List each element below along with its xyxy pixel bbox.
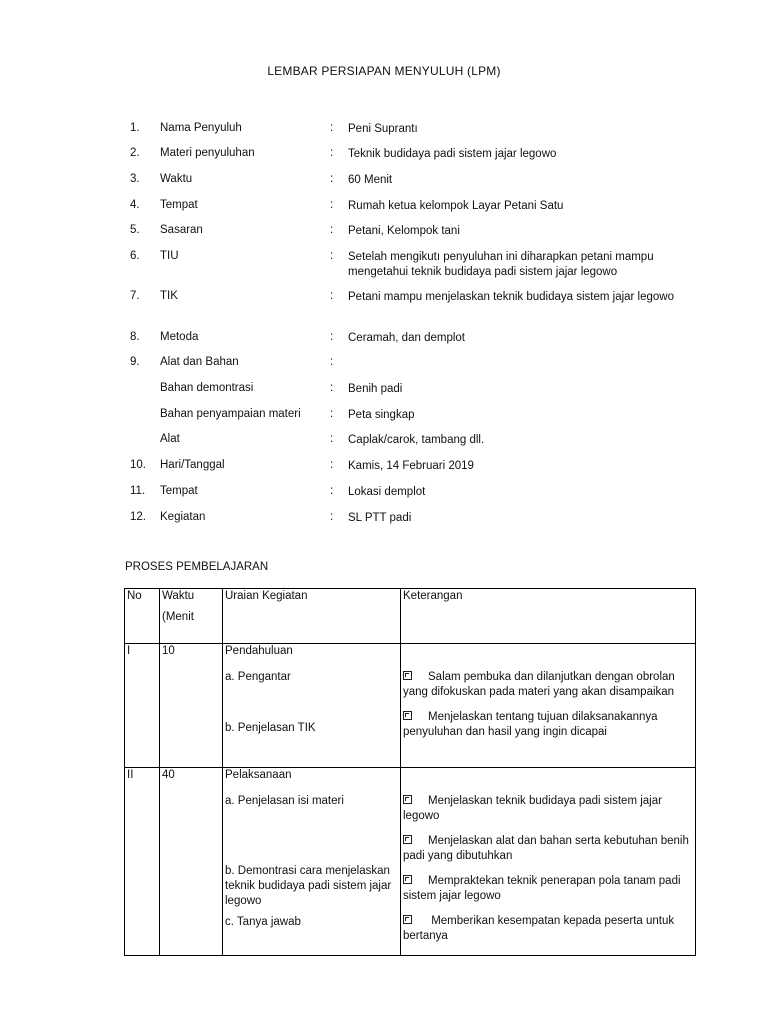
info-label: Bahan penyampaian materi xyxy=(160,408,301,420)
info-number: 5. xyxy=(130,224,140,236)
info-value: Petani mampu menjelaskan teknik budidaya sistem jajar legowo xyxy=(348,291,675,303)
info-number: 3. xyxy=(130,173,140,185)
note-item xyxy=(403,710,695,740)
info-label: Metoda xyxy=(160,331,199,343)
info-label: Materi penyuluhan xyxy=(160,147,255,159)
info-number: 4. xyxy=(130,199,140,211)
page-title: LEMBAR PERSIAPAN MENYULUH (LPM) xyxy=(267,64,501,78)
info-label: Alat xyxy=(160,433,180,445)
info-label: Alat dan Bahan xyxy=(160,356,239,368)
info-label: Kegiatan xyxy=(160,511,206,523)
info-number: 10. xyxy=(130,459,146,471)
table-row xyxy=(125,768,696,956)
bullet-icon xyxy=(403,795,412,804)
header-waktu-line2: (Menit xyxy=(162,611,194,623)
bullet-icon xyxy=(403,875,412,884)
note-item xyxy=(403,914,695,944)
info-value: Petani, Kelompok tani xyxy=(348,225,460,237)
info-label: Bahan demontrasi xyxy=(160,382,254,394)
info-label: TIU xyxy=(160,250,179,262)
note-text: Menjelaskan tentang tujuan dilaksanakannya penyuluhan dan hasil yang ingin dicapai xyxy=(403,711,658,738)
info-number: 9. xyxy=(130,356,140,368)
note-item xyxy=(403,794,695,824)
info-number: 1. xyxy=(130,122,140,134)
info-value: Peta singkap xyxy=(348,409,415,421)
note-text: Salam pembuka dan dilanjutkan dengan obrolan yang difokuskan pada materi yang akan disampaikan xyxy=(403,671,675,698)
info-value: Teknik budidaya padi sistem jajar legowo xyxy=(348,148,557,160)
note-text: Menjelaskan alat dan bahan serta kebutuhan benih padi yang dibutuhkan xyxy=(403,835,689,862)
info-colon: : xyxy=(330,224,334,236)
info-colon: : xyxy=(330,459,334,471)
note-text: Menjelaskan teknik budidaya padi sistem jajar legowo xyxy=(403,795,662,822)
row-uraian xyxy=(223,644,401,768)
sub-item: a. Pengantar xyxy=(225,671,291,683)
bullet-icon xyxy=(403,711,412,720)
row-no: II xyxy=(125,768,160,956)
info-number: 6. xyxy=(130,250,140,262)
header-waktu-line1: Waktu xyxy=(162,590,195,602)
info-colon: : xyxy=(330,408,334,420)
bullet-icon xyxy=(403,671,412,680)
table-header-row xyxy=(125,589,696,644)
sub-item: b. Demontrasi cara menjelaskan teknik budidaya padi sistem jajar legowo xyxy=(225,865,392,907)
section-label: Pelaksanaan xyxy=(225,769,292,781)
info-colon: : xyxy=(330,382,334,394)
info-label: Hari/Tanggal xyxy=(160,459,225,471)
info-number: 12. xyxy=(130,511,146,523)
info-colon: : xyxy=(330,511,334,523)
info-colon: : xyxy=(330,173,334,185)
note-text: Mempraktekan teknik penerapan pola tanam padi sistem jajar legowo xyxy=(403,875,681,902)
info-number: 8. xyxy=(130,331,140,343)
info-value: Lokasi demplot xyxy=(348,486,426,498)
info-colon: : xyxy=(330,147,334,159)
row-waktu: 40 xyxy=(160,768,223,956)
info-value: Caplak/carok, tambang dll. xyxy=(348,434,485,446)
bullet-icon xyxy=(403,915,412,924)
info-label: Tempat xyxy=(160,199,198,211)
sub-item: c. Tanya jawab xyxy=(225,916,301,928)
info-value: Peni Suprantı xyxy=(348,123,418,135)
row-waktu: 10 xyxy=(160,644,223,768)
info-colon: : xyxy=(330,485,334,497)
info-value: Kamis, 14 Februari 2019 xyxy=(348,460,474,472)
info-colon: : xyxy=(330,290,334,302)
process-section-title: PROSES PEMBELAJARAN xyxy=(125,561,269,573)
note-item xyxy=(403,834,695,864)
note-text: Memberikan kesempatan kepada peserta untuk bertanya xyxy=(403,915,675,942)
info-value: Benih padi xyxy=(348,383,403,395)
info-value: 60 Menit xyxy=(348,174,393,186)
sub-item: a. Penjelasan isi materi xyxy=(225,795,344,807)
info-number: 2. xyxy=(130,147,140,159)
info-value: SL PTT padi xyxy=(348,512,412,524)
info-number: 11. xyxy=(130,485,146,497)
process-table xyxy=(124,588,696,956)
sub-item: b. Penjelasan TIK xyxy=(225,722,316,734)
info-value: Setelah mengikutı penyuluhan ini diharapkan petani mampu mengetahui teknik budidaya padi sistem jajar legowo xyxy=(348,251,654,278)
info-colon: : xyxy=(330,433,334,445)
header-waktu xyxy=(160,589,223,644)
info-label: Tempat xyxy=(160,485,198,497)
info-label: Nama Penyuluh xyxy=(160,122,242,134)
info-label: Waktu xyxy=(160,173,193,185)
info-value: Rumah ketua kelompok Layar Petani Satu xyxy=(348,200,564,212)
note-item xyxy=(403,670,695,700)
header-keterangan: Keterangan xyxy=(401,589,696,644)
header-no: No xyxy=(125,589,160,644)
info-colon: : xyxy=(330,122,334,134)
info-colon: : xyxy=(330,199,334,211)
row-uraian xyxy=(223,768,401,956)
info-value: Ceramah, dan demplot xyxy=(348,332,465,344)
row-keterangan xyxy=(401,644,696,768)
table-row xyxy=(125,644,696,768)
info-colon: : xyxy=(330,356,334,368)
section-label: Pendahuluan xyxy=(225,645,293,657)
info-colon: : xyxy=(330,331,334,343)
info-number: 7. xyxy=(130,290,140,302)
note-item xyxy=(403,874,695,904)
row-keterangan xyxy=(401,768,696,956)
bullet-icon xyxy=(403,835,412,844)
info-label: TIK xyxy=(160,290,178,302)
row-no: I xyxy=(125,644,160,768)
info-label: Sasaran xyxy=(160,224,203,236)
header-uraian: Uraian Kegiatan xyxy=(223,589,401,644)
info-colon: : xyxy=(330,250,334,262)
